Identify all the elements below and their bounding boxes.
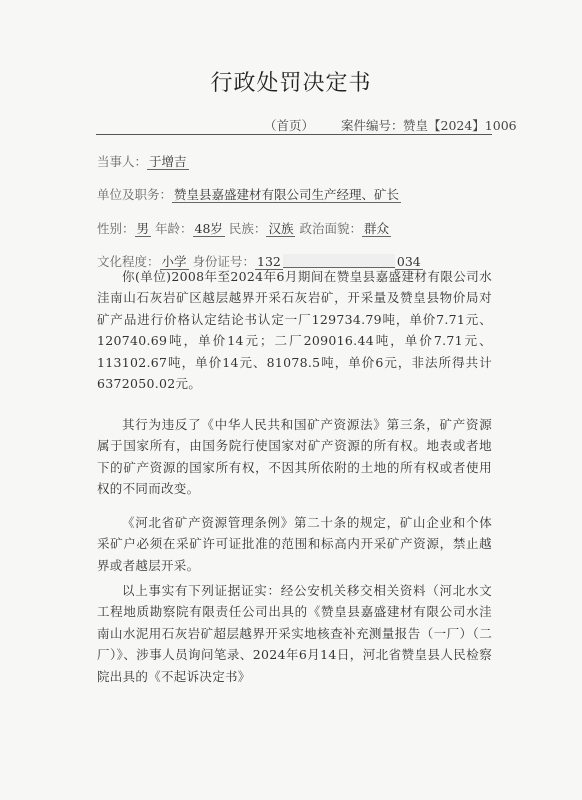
- document-title: 行政处罚决定书: [210, 71, 372, 96]
- unit-field: [97, 185, 401, 203]
- political-value: 群众: [363, 221, 389, 236]
- party-name: 于增吉: [149, 154, 187, 169]
- personal-info-field: [97, 219, 391, 237]
- education-value: 小学: [161, 254, 187, 269]
- ethnicity-label: 民族：: [228, 221, 267, 236]
- gender-label: 性别：: [97, 221, 135, 236]
- party-field: [97, 152, 189, 170]
- age-value: 48岁: [194, 221, 223, 236]
- ethnicity-value: 汉族: [268, 221, 294, 236]
- case-number: 赞皇【2024】1006: [403, 118, 517, 133]
- political-label: 政治面貌：: [299, 221, 362, 236]
- case-number-line: [96, 116, 517, 135]
- id-suffix: 034: [396, 254, 421, 269]
- unit-value: 赞皇县嘉盛建材有限公司生产经理、矿长: [174, 187, 400, 202]
- paragraph-facts: 你(单位)2008年至2024年6月期间在赞皇县嘉盛建材有限公司水洼南山石灰岩矿区越层越界开采石灰岩矿，开采量及赞皇县物价局对矿产品进行价格认定结论书认定一厂129734.79吨，单价7.71元、120740.69吨，单价14元；二厂209016.44吨，单价7.71元、113102.67吨，单价14元、81078.5吨，单价6元，非法所得共计6372050.02元。: [97, 269, 492, 392]
- paragraph-violation: 其行为违反了《中华人民共和国矿产资源法》第三条，矿产资源属于国家所有，由国务院行使国家对矿产资源的所有权。地表或者地下的矿产资源的国家所有权，不因其所依附的土地的所有权或者使用权的不同而改变。: [97, 417, 492, 497]
- party-label: 当事人：: [97, 154, 148, 169]
- age-label: 年龄：: [155, 221, 193, 236]
- paragraph-regulation: 《河北省矿产资源管理条例》第二十条的规定，矿山企业和个体采矿户必须在采矿许可证批准的范围和标高内开采矿产资源，禁止越界或者越层开采。: [97, 515, 492, 573]
- paragraph-evidence: 以上事实有下列证据证实：经公安机关移交相关资料（河北水文工程地质勘察院有限责任公司出具的《赞皇县嘉盛建材有限公司水洼南山水泥用石灰岩矿超层越界开采实地核查补充测量报告（一厂）（二厂）》、涉事人员询问笔录、2024年6月14日，河北省赞皇县人民检察院出具的《不起诉决定书》: [97, 583, 492, 684]
- id-prefix: 132: [257, 254, 281, 269]
- gender-value: 男: [136, 221, 150, 236]
- case-number-label: 案件编号：: [341, 118, 404, 133]
- unit-label: 单位及职务：: [97, 187, 173, 202]
- page-indicator: （首页）: [264, 118, 315, 133]
- id-label: 身份证号：: [192, 254, 256, 269]
- education-label: 文化程度：: [97, 254, 160, 269]
